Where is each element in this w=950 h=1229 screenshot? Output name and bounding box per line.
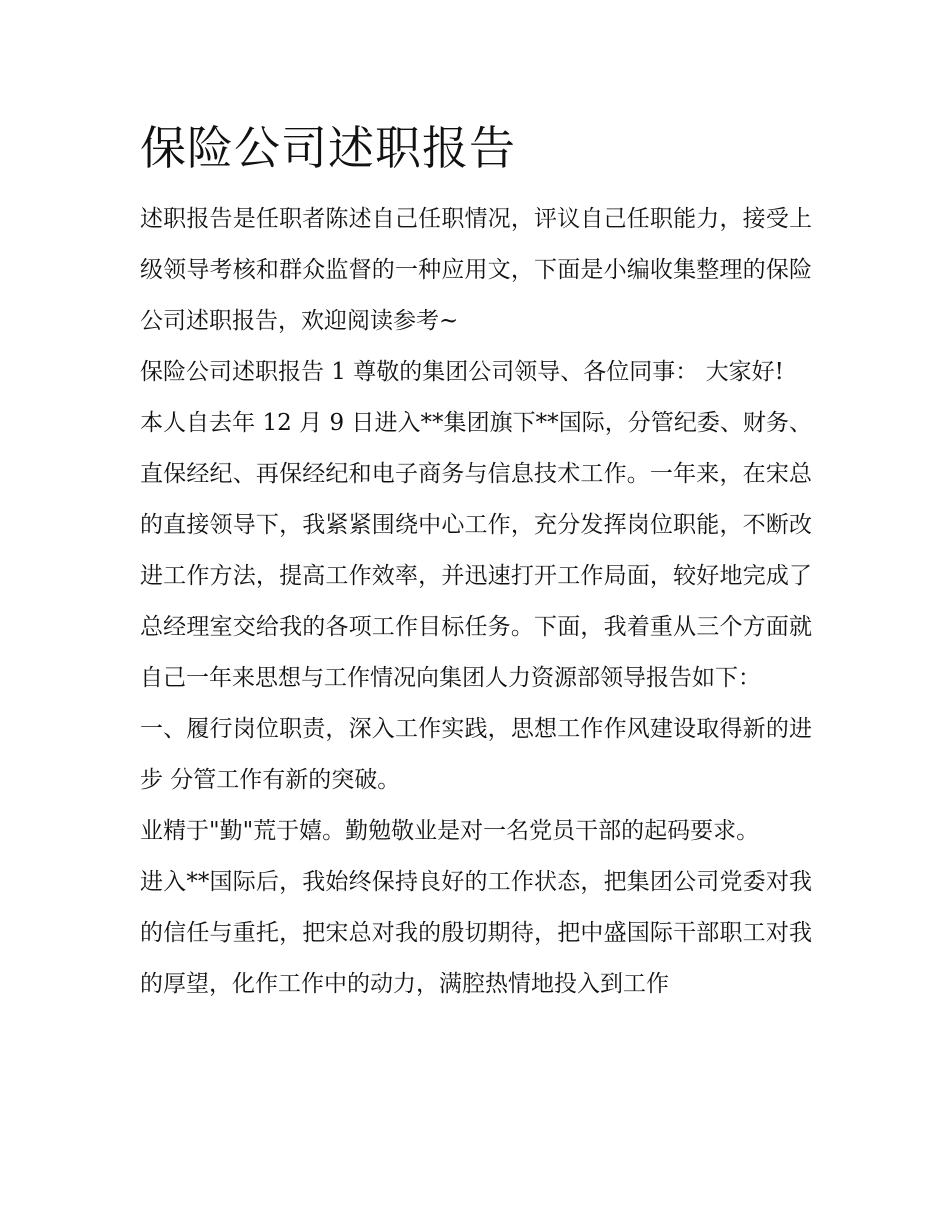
document-content — [140, 116, 812, 1010]
document-body — [140, 194, 812, 1010]
document-title: 保险公司述职报告 — [140, 121, 516, 175]
paragraph-section-heading: 一、履行岗位职责，深入工作实践，思想工作作风建设取得新的进步 分管工作有新的突破。 — [140, 716, 812, 793]
paragraph-diligence: 业精于"勤"荒于嬉。勤勉敬业是对一名党员干部的起码要求。 — [140, 818, 760, 844]
paragraph-overview: 本人自去年 12 月 9 日进入**集团旗下**国际，分管纪委、财务、直保经纪、再保经纪和电子商务与信息技术工作。一年来，在宋总的直接领导下，我紧紧围绕中心工作，充分发挥岗位职能，不断改进工作方法，提高工作效率，并迅速打开工作局面，较好地完成了总经理室交给我的各项工作目标任务。下面，我着重从三个方面就自己一年来思想与工作情况向集团人力资源部领导报告如下： — [140, 410, 812, 691]
paragraph-work-state: 进入**国际后，我始终保持良好的工作状态，把集团公司党委对我的信任与重托，把宋总对我的殷切期待，把中盛国际干部职工对我的厚望，化作工作中的动力，满腔热情地投入到工作 — [140, 869, 812, 997]
paragraph-intro: 述职报告是任职者陈述自己任职情况，评议自己任职能力，接受上级领导考核和群众监督的一种应用文，下面是小编收集整理的保险公司述职报告，欢迎阅读参考~ — [140, 206, 812, 334]
paragraph-greeting: 保险公司述职报告 1 尊敬的集团公司领导、各位同事： 大家好! — [140, 359, 784, 385]
